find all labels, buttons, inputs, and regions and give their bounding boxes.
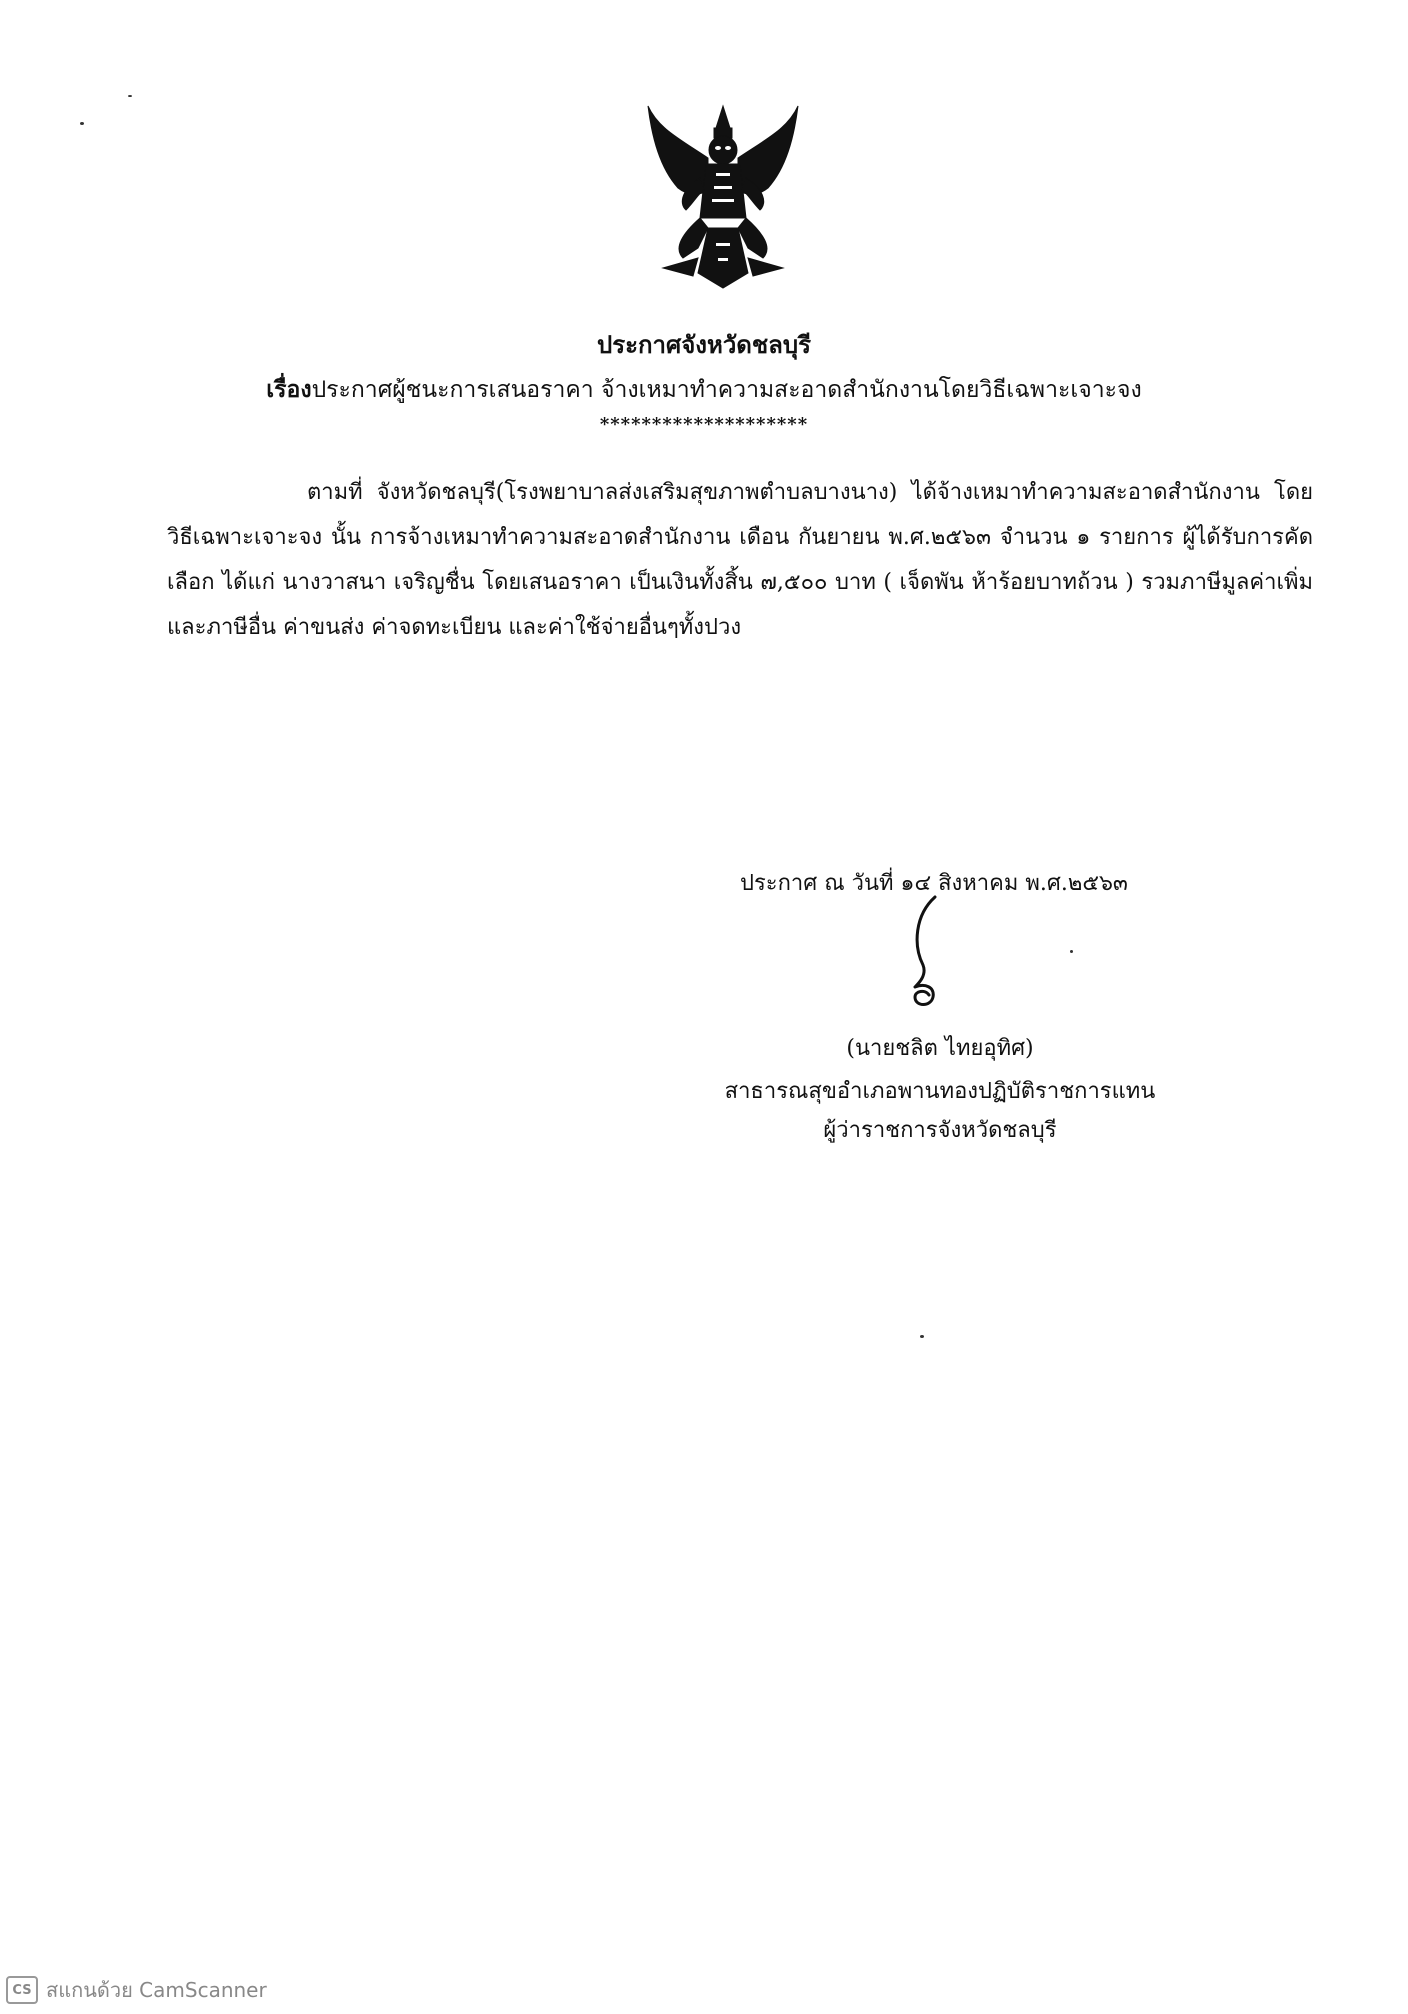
garuda-emblem-icon (638, 98, 808, 298)
body-text: ตามที่ จังหวัดชลบุรี(โรงพยาบาลส่งเสริมสุขภาพตำบลบางนาง) ได้จ้างเหมาทำความสะอาดสำนักงาน โดยวิธีเฉพาะเจาะจง นั้น การจ้างเหมาทำความสะอาดสำนักงาน เดือน กันยายน พ.ศ.๒๕๖๓ จำนวน ๑ รายการ ผู้ได้รับการคัดเลือก ได้แก่ นางวาสนา เจริญชื่น โดยเสนอราคา เป็นเงินทั้งสิ้น ๗,๕๐๐ บาท ( เจ็ดพัน ห้าร้อยบาทถ้วน ) รวมภาษีมูลค่าเพิ่มและภาษีอื่น ค่าขนส่ง ค่าจดทะเบียน และค่าใช้จ่ายอื่นๆทั้งปวง (167, 480, 1313, 640)
body-paragraph (167, 470, 1313, 650)
scanner-label: สแกนด้วย CamScanner (46, 1978, 267, 2002)
handwritten-signature (895, 895, 965, 1010)
scan-speck (80, 122, 84, 125)
camscanner-logo-icon: CS (6, 1976, 38, 2004)
scan-speck (920, 1335, 924, 1338)
subject-label: เรื่อง (266, 376, 312, 403)
camscanner-footer (6, 1974, 267, 2006)
subject-text: ประกาศผู้ชนะการเสนอราคา จ้างเหมาทำความสะอาดสำนักงานโดยวิธีเฉพาะเจาะจง (311, 377, 1142, 403)
signatory-name: (นายชลิต ไทยอุทิศ) (846, 1036, 1034, 1061)
signatory-position-2: ผู้ว่าราชการจังหวัดชลบุรี (823, 1118, 1057, 1143)
divider: ******************** (599, 414, 809, 435)
scan-speck (128, 95, 132, 97)
announcement-date: ประกาศ ณ วันที่ ๑๔ สิงหาคม พ.ศ.๒๕๖๓ (740, 871, 1128, 896)
scan-speck (1070, 950, 1073, 953)
signatory-position: สาธารณสุขอำเภอพานทองปฏิบัติราชการแทน (724, 1079, 1156, 1104)
document-subject (0, 372, 1408, 408)
document-title: ประกาศจังหวัดชลบุรี (596, 330, 812, 359)
